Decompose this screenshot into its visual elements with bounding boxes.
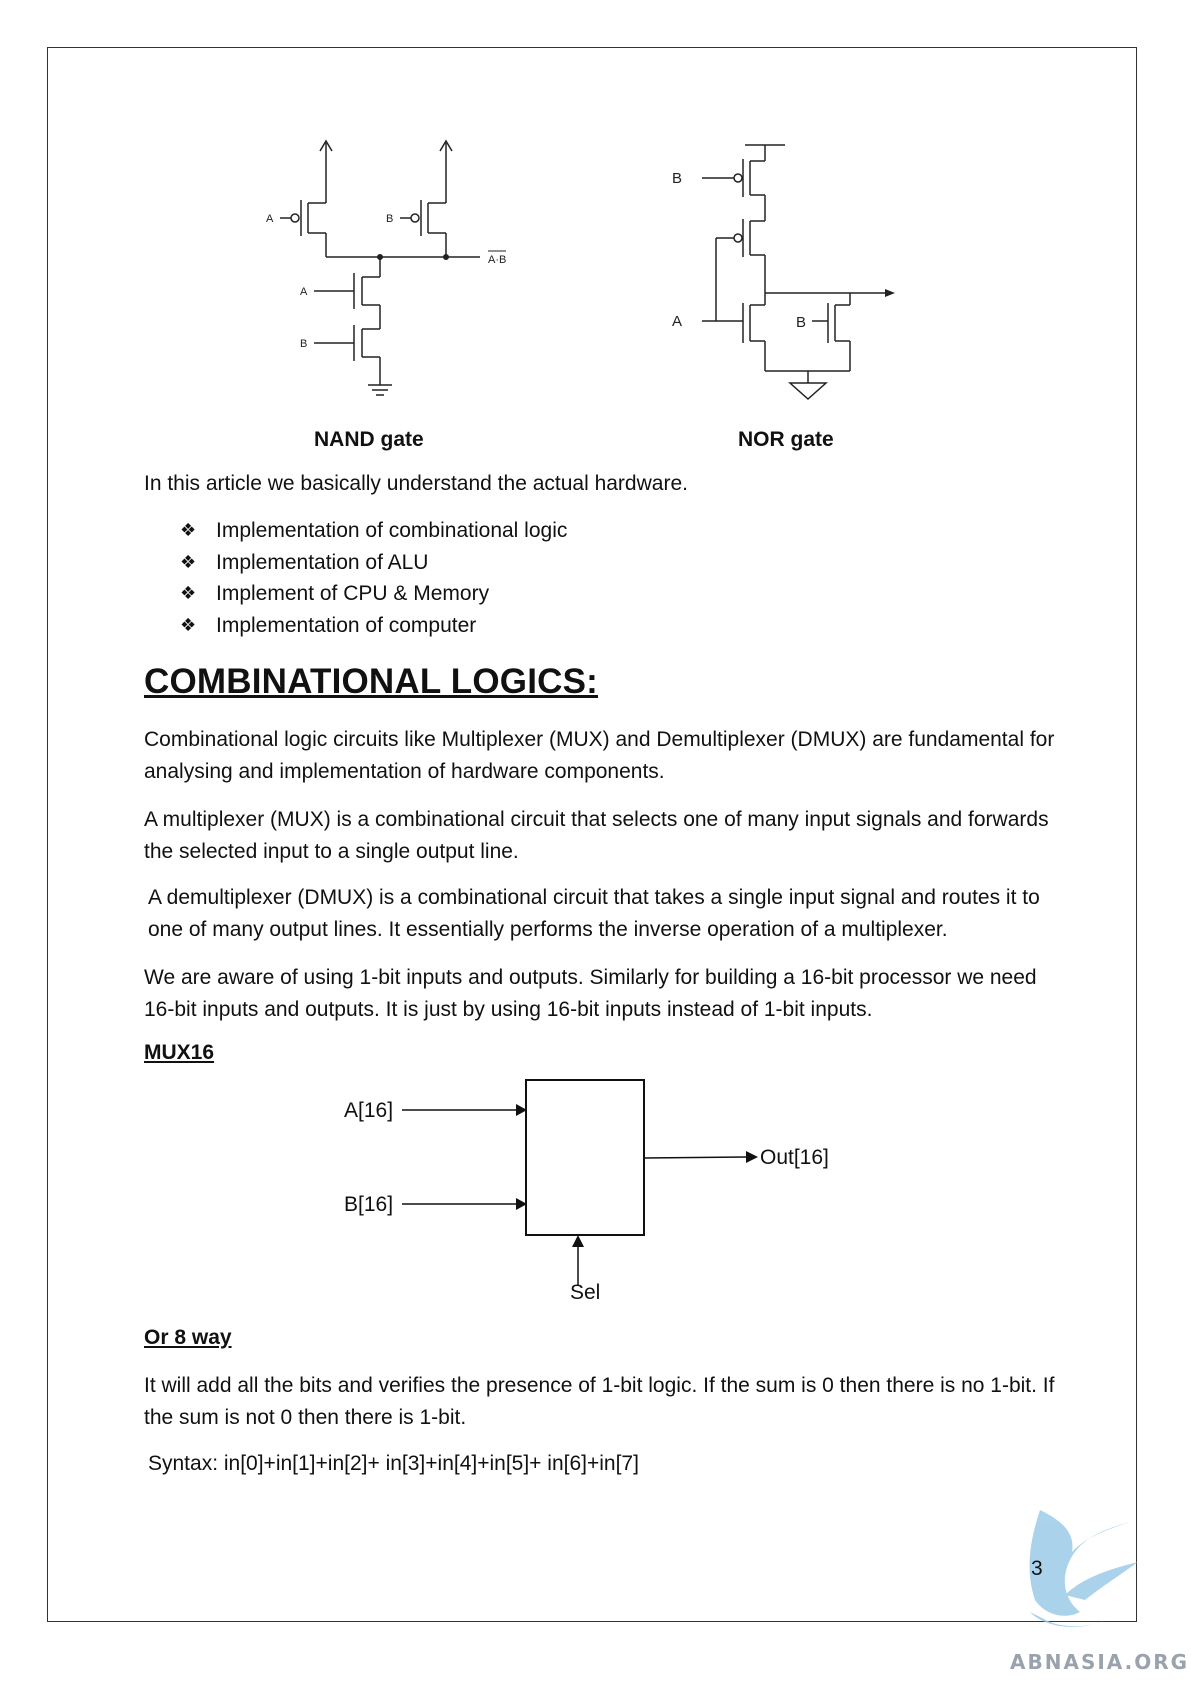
list-item-text: Implement of CPU & Memory [216,582,490,605]
list-item [180,610,567,642]
nand-label-a-top: A [266,213,274,225]
list-item [180,578,567,610]
nand-label-b-top: B [386,213,394,225]
nand-gate-diagram [240,135,540,415]
mux16-input-a-label: A[16] [344,1099,394,1122]
section-heading: COMBINATIONAL LOGICS: [144,662,598,701]
list-item-text: Implementation of ALU [216,550,429,574]
nand-output-label: A·B [488,254,507,266]
list-item [180,547,567,579]
nor-label-b-top: B [672,170,683,187]
diamond-bullet-icon: ❖ [180,614,197,635]
list-item [180,515,567,547]
intro-text: In this article we basically understand the actual hardware. [144,472,688,495]
nor-label-a-bottom: A [672,313,683,330]
nand-caption: NAND gate [314,428,424,451]
or8way-syntax: Syntax: in[0]+in[1]+in[2]+ in[3]+in[4]+in[5]+ in[6]+in[7] [148,1452,639,1475]
paragraph-2: A multiplexer (MUX) is a combinational circuit that selects one of many input signals and forwards the selected input to a single output line. [144,808,1049,863]
paragraph-4: We are aware of using 1-bit inputs and outputs. Similarly for building a 16-bit processor we need 16-bit inputs and outputs. It is just by using 16-bit inputs instead of 1-bit inputs. [144,966,1037,1021]
diamond-bullet-icon: ❖ [180,583,197,603]
paragraph-1: Combinational logic circuits like Multiplexer (MUX) and Demultiplexer (DMUX) are fundamental for analysing and implementation of hardware components. [144,728,1055,783]
topic-list [180,515,567,641]
mux16-select-label: Sel [570,1281,601,1304]
mux16-input-b-label: B[16] [344,1193,394,1216]
page-number: 3 [1031,1557,1043,1580]
paragraph-3: A demultiplexer (DMUX) is a combinational circuit that takes a single input signal and routes it to one of many output lines. It essentially performs the inverse operation of a multiplexer. [148,886,1040,941]
watermark: ABNASIA.ORG [1010,1650,1190,1674]
list-item-text: Implementation of computer [216,613,477,637]
nor-caption: NOR gate [738,428,834,451]
or8way-description: It will add all the bits and verifies the presence of 1-bit logic. If the sum is 0 then there is no 1-bit. If the sum is not 0 then there is 1-bit. [144,1374,1055,1429]
nand-label-a-bottom: A [300,286,308,298]
mux16-title: MUX16 [144,1041,215,1064]
list-item-text: Implementation of combinational logic [216,519,568,542]
nor-gate-diagram [660,135,900,415]
nor-label-b-right: B [796,314,807,331]
mux16-output-label: Out[16] [760,1146,829,1169]
diamond-bullet-icon: ❖ [180,551,197,572]
nand-label-b-bottom: B [300,338,308,350]
or8way-title: Or 8 way [144,1326,232,1349]
diamond-bullet-icon: ❖ [180,520,197,540]
mux16-diagram [330,1070,850,1320]
